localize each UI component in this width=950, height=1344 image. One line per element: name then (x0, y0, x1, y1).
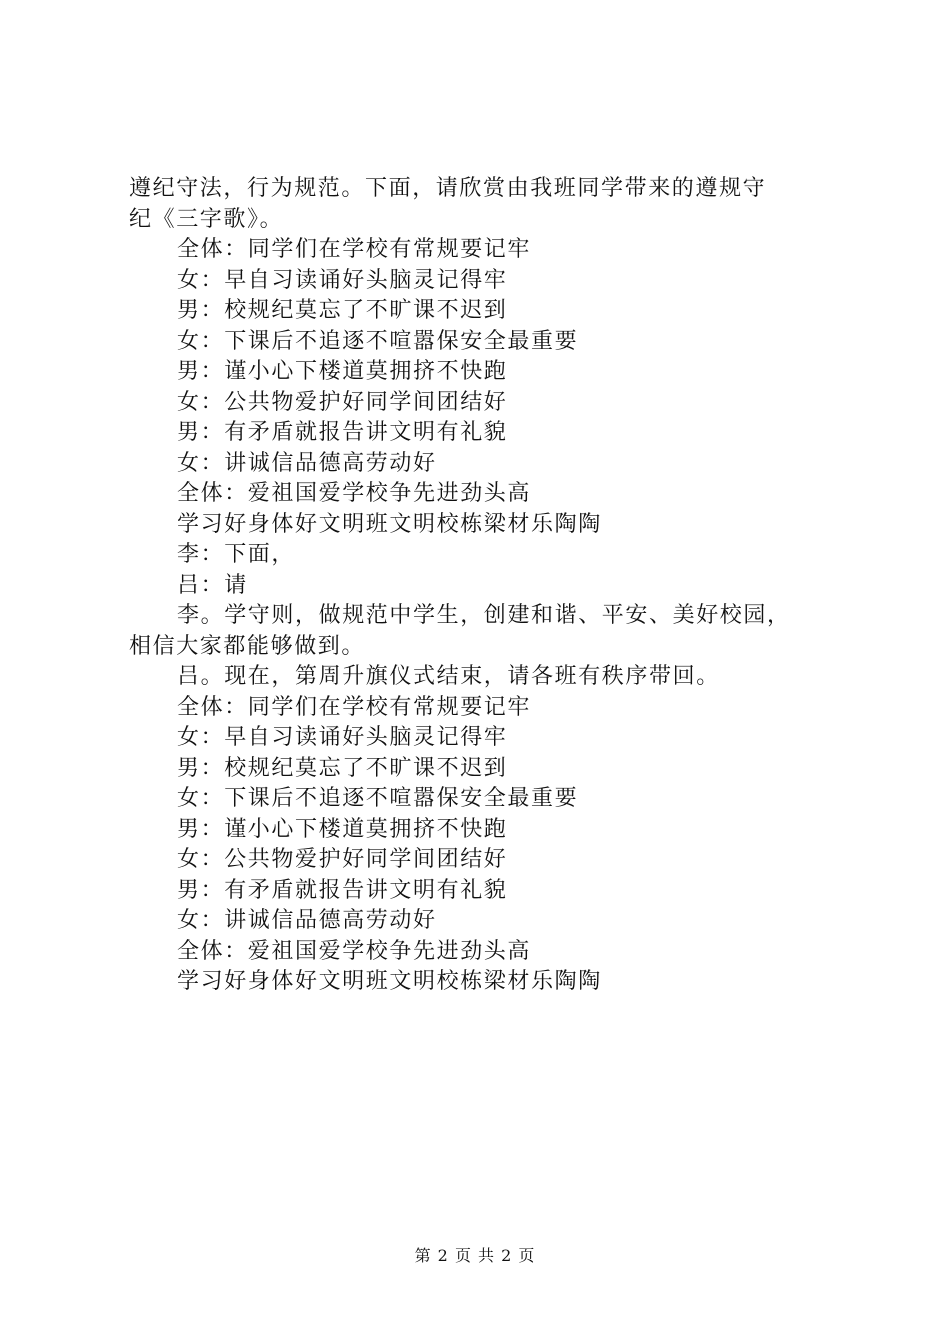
text-line: 男：有矛盾就报告讲文明有礼貌 (177, 420, 508, 445)
text-line: 女：公共物爱护好同学间团结好 (177, 389, 508, 415)
text-line: 全体：爱祖国爱学校争先进劲头高 (177, 481, 532, 506)
text-line: 学习好身体好文明班文明校栋梁材乐陶陶 (177, 511, 602, 537)
text-line: 相信大家都能够做到。 (129, 633, 366, 659)
text-line: 男：校规纪莫忘了不旷课不迟到 (177, 298, 508, 323)
text-line: 学习好身体好文明班文明校栋梁材乐陶陶 (177, 969, 602, 994)
text-line: 女：早自习读诵好头脑灵记得牢 (177, 267, 508, 293)
text-line: 李。学守则，做规范中学生，创建和谐、平安、美好校园， (177, 603, 791, 628)
page-footer: 第 2 页 共 2 页 (414, 1246, 536, 1265)
text-line: 全体：同学们在学校有常规要记牢 (177, 237, 532, 262)
text-line: 遵纪守法，行为规范。下面，请欣赏由我班同学带来的遵规守 (129, 176, 767, 201)
text-line: 李：下面， (177, 542, 296, 567)
text-line: 男：谨小心下楼道莫拥挤不快跑 (177, 816, 508, 842)
text-line: 男：有矛盾就报告讲文明有礼貌 (177, 877, 508, 903)
text-line: 男：谨小心下楼道莫拥挤不快跑 (177, 359, 508, 384)
text-line: 男：校规纪莫忘了不旷课不迟到 (177, 755, 508, 781)
text-line: 纪《三字歌》。 (129, 206, 284, 232)
text-line: 女：公共物爱护好同学间团结好 (177, 847, 508, 872)
text-line: 女：早自习读诵好头脑灵记得牢 (177, 725, 508, 750)
text-line: 女：下课后不追逐不喧嚣保安全最重要 (177, 328, 579, 354)
text-line: 女：讲诚信品德高劳动好 (177, 450, 437, 476)
text-line: 吕。现在，第周升旗仪式结束，请各班有秩序带回。 (177, 664, 720, 689)
text-line: 全体：爱祖国爱学校争先进劲头高 (177, 938, 532, 964)
text-line: 女：下课后不追逐不喧嚣保安全最重要 (177, 786, 579, 811)
document-body (129, 174, 849, 998)
text-line: 全体：同学们在学校有常规要记牢 (177, 694, 532, 720)
text-line: 吕：请 (177, 572, 248, 598)
text-line: 女：讲诚信品德高劳动好 (177, 908, 437, 933)
